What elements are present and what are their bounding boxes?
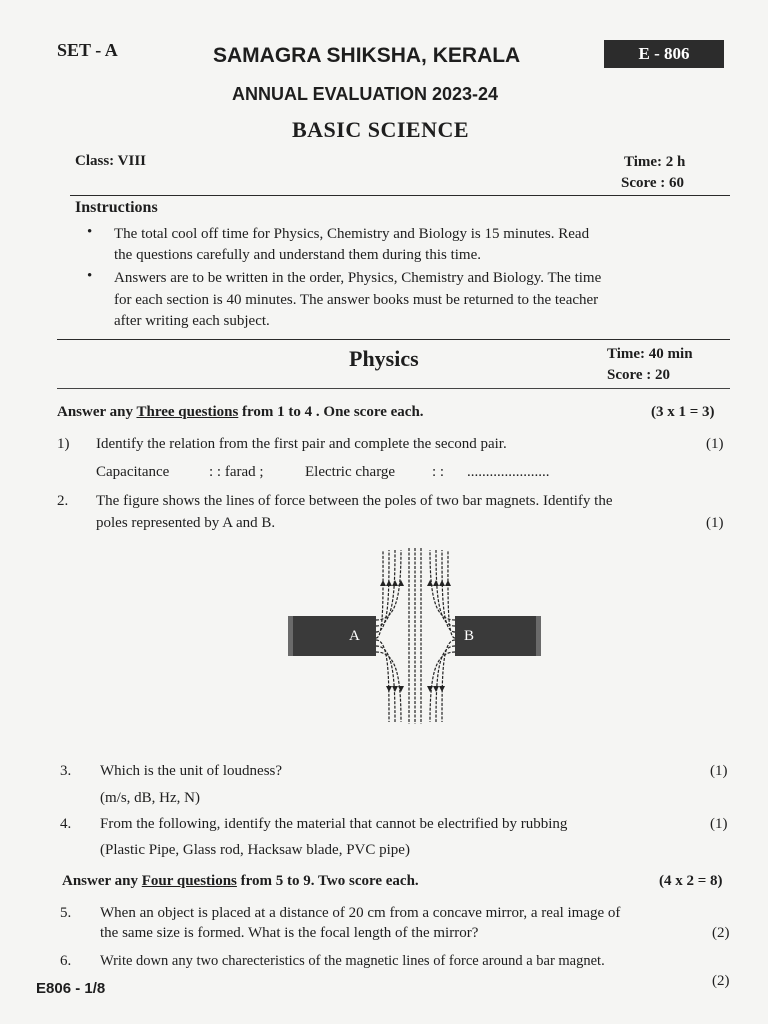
question-2-line: The figure shows the lines of force between the poles of two bar magnets. Identify the — [96, 493, 613, 509]
pair-separator: : : farad ; — [209, 464, 264, 480]
question-5-line: the same size is formed. What is the focal length of the mirror? — [100, 925, 479, 941]
instruction-line: The total cool off time for Physics, Chemistry and Biology is 15 minutes. Read — [114, 226, 590, 242]
question-number: 6. — [60, 953, 72, 969]
answer-blank: ...................... — [467, 464, 550, 480]
pole-label-a: A — [349, 628, 360, 644]
section-2-emphasis: Four questions — [141, 873, 237, 889]
question-number: 3. — [60, 763, 72, 779]
question-mark: (1) — [706, 436, 724, 452]
section-1-marks: (3 x 1 = 3) — [651, 404, 715, 420]
total-score: Score : 60 — [621, 175, 685, 191]
instruction-line: the questions carefully and understand them during this time. — [114, 247, 482, 263]
field-lines — [376, 548, 455, 724]
bullet-icon: • — [87, 224, 93, 240]
question-6-text: Write down any two charecteristics of the magnetic lines of force around a bar magnet. — [100, 953, 605, 969]
physics-divider — [57, 388, 730, 389]
instruction-line: for each section is 40 minutes. The answer books must be returned to the teacher — [114, 292, 599, 308]
exam-code-badge: E - 806 — [604, 40, 724, 68]
question-mark: (1) — [710, 763, 728, 779]
question-number: 4. — [60, 816, 72, 832]
question-mark: (2) — [712, 973, 730, 989]
question-number: 2. — [57, 493, 69, 509]
question-4-options: (Plastic Pipe, Glass rod, Hacksaw blade, PVC pipe) — [100, 842, 410, 858]
section-2-prefix: Answer any — [62, 873, 142, 889]
magnet-field-figure — [283, 540, 545, 730]
class-label: Class: VIII — [75, 153, 146, 169]
instructions-heading: Instructions — [75, 199, 158, 216]
question-mark: (2) — [712, 925, 730, 941]
set-label: SET - A — [57, 40, 118, 60]
question-mark: (1) — [706, 515, 724, 531]
section-2-marks: (4 x 2 = 8) — [659, 873, 723, 889]
pair-colon: : : — [432, 464, 445, 480]
pair-term-a: Capacitance — [96, 464, 170, 480]
magnet-a — [288, 616, 376, 656]
instruction-line: Answers are to be written in the order, Physics, Chemistry and Biology. The time — [114, 270, 602, 286]
physics-time: Time: 40 min — [607, 346, 693, 362]
total-time: Time: 2 h — [624, 154, 686, 170]
physics-title: Physics — [349, 346, 419, 371]
question-number: 1) — [57, 436, 70, 452]
question-1-text: Identify the relation from the first pair and complete the second pair. — [96, 436, 507, 452]
question-3-options: (m/s, dB, Hz, N) — [100, 790, 200, 806]
question-5-line: When an object is placed at a distance of 20 cm from a concave mirror, a real image of — [100, 905, 621, 921]
subject-title: BASIC SCIENCE — [292, 117, 470, 142]
physics-score: Score : 20 — [607, 367, 671, 383]
bullet-icon: • — [87, 268, 93, 284]
question-4-text: From the following, identify the material that cannot be electrified by rubbing — [100, 816, 568, 832]
pole-label-b: B — [464, 628, 475, 644]
question-number: 5. — [60, 905, 72, 921]
section-1-prefix: Answer any — [57, 404, 137, 420]
question-3-text: Which is the unit of loudness? — [100, 763, 283, 779]
section-divider — [57, 339, 730, 340]
section-2-suffix: from 5 to 9. Two score each. — [236, 873, 419, 889]
section-2-instruction — [62, 873, 419, 890]
page-footer: E806 - 1/8 — [36, 980, 106, 997]
organization-title: SAMAGRA SHIKSHA, KERALA — [213, 44, 521, 67]
question-2-line: poles represented by A and B. — [96, 515, 276, 531]
pair-term-b: Electric charge — [305, 464, 396, 480]
section-1-instruction — [57, 404, 424, 421]
instruction-line: after writing each subject. — [114, 313, 270, 329]
question-mark: (1) — [710, 816, 728, 832]
header-divider — [70, 195, 730, 196]
section-1-emphasis: Three questions — [136, 404, 239, 420]
exam-title: ANNUAL EVALUATION 2023-24 — [232, 84, 499, 104]
section-1-suffix: from 1 to 4 . One score each. — [238, 404, 424, 420]
